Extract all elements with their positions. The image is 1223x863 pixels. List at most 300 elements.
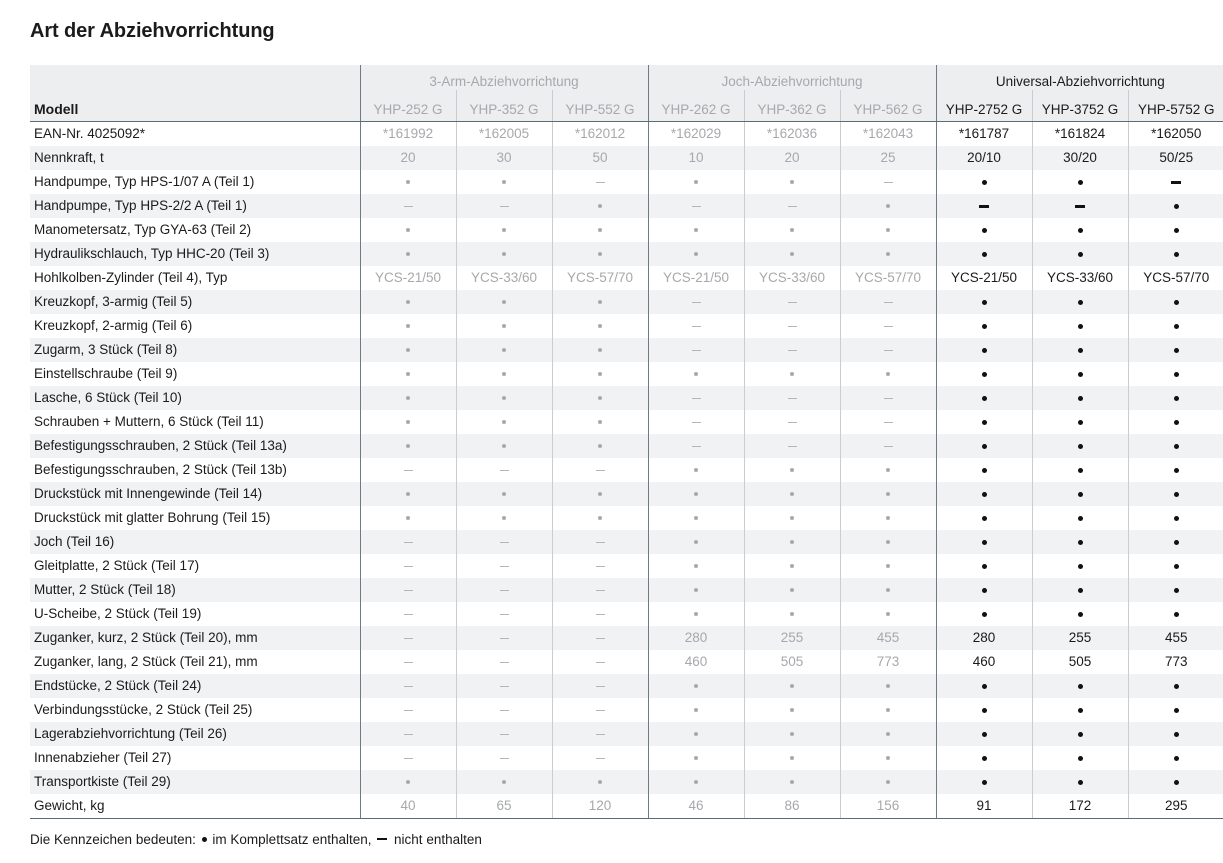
cell-included-dot-icon <box>552 338 648 362</box>
dot-icon <box>886 228 890 232</box>
cell-included-dot-icon <box>744 170 840 194</box>
cell-included-dot-icon <box>936 410 1032 434</box>
cell-included-dot-icon <box>936 602 1032 626</box>
dot-icon <box>502 780 506 784</box>
cell-included-dot-icon <box>456 290 552 314</box>
dot-icon <box>790 564 794 568</box>
cell-value: *162029 <box>648 122 744 147</box>
dot-icon <box>886 684 890 688</box>
dot-icon <box>1174 420 1179 425</box>
cell-value: YCS-21/50 <box>936 266 1032 290</box>
cell-included-dot-icon <box>360 386 456 410</box>
dot-icon <box>790 180 794 184</box>
dash-icon <box>884 422 893 424</box>
cell-included-dot-icon <box>552 410 648 434</box>
dash-icon <box>404 590 413 592</box>
cell-included-dot-icon <box>744 506 840 530</box>
group-header-spacer <box>30 65 360 90</box>
dot-icon <box>982 396 987 401</box>
row-label: Zugarm, 3 Stück (Teil 8) <box>30 338 360 362</box>
cell-excluded-dash-icon <box>552 458 648 482</box>
model-header-yhp-352g: YHP-352 G <box>456 90 552 122</box>
dot-icon <box>1174 708 1179 713</box>
dash-icon <box>596 590 605 592</box>
cell-included-dot-icon <box>936 530 1032 554</box>
cell-excluded-dash-icon <box>648 314 744 338</box>
dot-icon <box>1174 444 1179 449</box>
legend-dot-meaning: im Komplettsatz enthalten, <box>212 832 372 847</box>
dot-icon <box>598 780 602 784</box>
cell-included-dot-icon <box>936 290 1032 314</box>
cell-included-dot-icon <box>840 506 936 530</box>
table-row <box>30 290 1223 314</box>
legend-dash-meaning: nicht enthalten <box>394 832 482 847</box>
dot-icon <box>406 324 410 328</box>
cell-included-dot-icon <box>456 314 552 338</box>
cell-included-dot-icon <box>648 170 744 194</box>
dot-icon <box>1174 588 1179 593</box>
dot-icon <box>502 372 506 376</box>
dot-icon <box>598 228 602 232</box>
cell-included-dot-icon <box>1128 530 1223 554</box>
cell-included-dot-icon <box>840 530 936 554</box>
dash-icon <box>500 566 509 568</box>
dot-icon <box>694 468 698 472</box>
cell-excluded-dash-icon <box>552 554 648 578</box>
group-header-3arm: 3-Arm-Abziehvorrichtung <box>360 65 648 90</box>
cell-value: 86 <box>744 794 840 819</box>
dot-icon <box>502 396 506 400</box>
dash-icon <box>500 638 509 640</box>
dash-icon <box>692 398 701 400</box>
dot-icon <box>1078 708 1083 713</box>
cell-included-dot-icon <box>840 242 936 266</box>
dot-icon <box>598 444 602 448</box>
cell-excluded-dash-icon <box>360 530 456 554</box>
dot-icon <box>694 780 698 784</box>
dot-icon <box>406 372 410 376</box>
cell-excluded-dash-icon <box>648 434 744 458</box>
dash-icon <box>500 590 509 592</box>
cell-excluded-dash-icon <box>744 434 840 458</box>
dot-icon <box>694 252 698 256</box>
row-label: Transportkiste (Teil 29) <box>30 770 360 794</box>
cell-excluded-dash-icon <box>744 338 840 362</box>
cell-included-dot-icon <box>1032 506 1128 530</box>
dot-icon <box>598 300 602 304</box>
cell-excluded-dash-icon <box>552 170 648 194</box>
cell-included-dot-icon <box>840 602 936 626</box>
cell-excluded-dash-icon <box>840 434 936 458</box>
dot-icon <box>502 324 506 328</box>
dot-icon <box>982 228 987 233</box>
row-label: Endstücke, 2 Stück (Teil 24) <box>30 674 360 698</box>
cell-included-dot-icon <box>648 458 744 482</box>
cell-value: YCS-57/70 <box>552 266 648 290</box>
model-header-yhp-2752g: YHP-2752 G <box>936 90 1032 122</box>
dot-icon <box>694 540 698 544</box>
dot-icon <box>1078 324 1083 329</box>
cell-included-dot-icon <box>456 434 552 458</box>
dot-icon <box>1078 468 1083 473</box>
cell-excluded-dash-icon <box>840 290 936 314</box>
cell-value: *162012 <box>552 122 648 147</box>
dot-icon <box>502 444 506 448</box>
dot-icon <box>1174 252 1179 257</box>
cell-included-dot-icon <box>1128 554 1223 578</box>
dot-icon <box>1174 324 1179 329</box>
dash-icon <box>692 350 701 352</box>
dash-icon <box>788 326 797 328</box>
cell-excluded-dash-icon <box>456 578 552 602</box>
cell-included-dot-icon <box>1032 554 1128 578</box>
dot-icon <box>694 564 698 568</box>
cell-included-dot-icon <box>648 242 744 266</box>
cell-included-dot-icon <box>360 170 456 194</box>
dot-icon <box>1078 492 1083 497</box>
cell-value: 65 <box>456 794 552 819</box>
cell-value: 40 <box>360 794 456 819</box>
dash-icon <box>692 326 701 328</box>
dot-icon <box>1174 684 1179 689</box>
cell-value: 460 <box>648 650 744 674</box>
cell-included-dot-icon <box>1032 770 1128 794</box>
dot-icon <box>1174 516 1179 521</box>
cell-included-dot-icon <box>744 674 840 698</box>
dash-icon <box>404 662 413 664</box>
cell-included-dot-icon <box>456 242 552 266</box>
dot-icon <box>790 228 794 232</box>
dash-icon <box>596 758 605 760</box>
cell-included-dot-icon <box>552 194 648 218</box>
cell-included-dot-icon <box>840 578 936 602</box>
dot-icon <box>694 708 698 712</box>
model-header-yhp-262g: YHP-262 G <box>648 90 744 122</box>
dot-icon <box>790 252 794 256</box>
dot-icon <box>1078 228 1083 233</box>
dot-icon <box>982 780 987 785</box>
cell-included-dot-icon <box>1032 578 1128 602</box>
cell-excluded-dash-icon <box>552 650 648 674</box>
dash-icon <box>596 638 605 640</box>
cell-value: 30/20 <box>1032 146 1128 170</box>
cell-excluded-dash-icon <box>456 626 552 650</box>
cell-excluded-dash-icon <box>648 338 744 362</box>
dot-icon <box>982 516 987 521</box>
cell-excluded-dash-icon <box>840 338 936 362</box>
cell-excluded-dash-icon <box>840 386 936 410</box>
row-label: Befestigungsschrauben, 2 Stück (Teil 13b) <box>34 462 287 477</box>
row-label: Kreuzkopf, 2-armig (Teil 6) <box>34 318 193 333</box>
table-row <box>30 458 1223 482</box>
cell-included-dot-icon <box>1128 242 1223 266</box>
legend-lead: Die Kennzeichen bedeuten: <box>30 832 196 847</box>
cell-value: 50/25 <box>1128 146 1223 170</box>
cell-value: 255 <box>1032 626 1128 650</box>
dot-icon <box>790 468 794 472</box>
cell-excluded-dash-icon <box>552 698 648 722</box>
cell-excluded-dash-icon <box>360 626 456 650</box>
cell-included-dot-icon <box>1032 218 1128 242</box>
cell-included-dot-icon <box>360 338 456 362</box>
cell-included-dot-icon <box>744 554 840 578</box>
model-header-yhp-5752g: YHP-5752 G <box>1128 90 1223 122</box>
cell-included-dot-icon <box>936 434 1032 458</box>
table-row <box>30 194 1223 218</box>
dot-icon <box>790 756 794 760</box>
dot-icon <box>1174 228 1179 233</box>
row-label: Verbindungsstücke, 2 Stück (Teil 25) <box>34 702 253 717</box>
cell-included-dot-icon <box>936 458 1032 482</box>
cell-excluded-dash-icon <box>744 194 840 218</box>
dot-icon <box>1078 420 1083 425</box>
dot-icon <box>1078 684 1083 689</box>
dot-icon <box>1078 756 1083 761</box>
cell-included-dot-icon <box>1032 458 1128 482</box>
row-label: Druckstück mit Innengewinde (Teil 14) <box>30 482 360 506</box>
table-row <box>30 266 1223 290</box>
cell-included-dot-icon <box>840 218 936 242</box>
cell-value: 505 <box>1032 650 1128 674</box>
cell-included-dot-icon <box>1128 578 1223 602</box>
cell-included-dot-icon <box>1128 386 1223 410</box>
cell-excluded-dash-icon <box>552 674 648 698</box>
table-row <box>30 362 1223 386</box>
dash-icon <box>1171 181 1181 183</box>
cell-included-dot-icon <box>1128 674 1223 698</box>
row-label: Hohlkolben-Zylinder (Teil 4), Typ <box>34 270 228 285</box>
cell-included-dot-icon <box>1032 314 1128 338</box>
cell-included-dot-icon <box>1032 698 1128 722</box>
cell-included-dot-icon <box>1032 170 1128 194</box>
table-row <box>30 386 1223 410</box>
cell-excluded-dash-icon <box>648 194 744 218</box>
dash-icon <box>788 446 797 448</box>
dot-icon <box>694 516 698 520</box>
cell-included-dot-icon <box>1032 746 1128 770</box>
dot-icon <box>502 300 506 304</box>
cell-included-dot-icon <box>648 578 744 602</box>
cell-included-dot-icon <box>456 770 552 794</box>
row-label: Lasche, 6 Stück (Teil 10) <box>30 386 360 410</box>
cell-included-dot-icon <box>360 410 456 434</box>
dot-icon <box>406 420 410 424</box>
cell-included-dot-icon <box>648 506 744 530</box>
dot-icon <box>982 372 987 377</box>
dash-icon <box>884 326 893 328</box>
cell-excluded-dash-icon <box>1032 194 1128 218</box>
row-label: Hydraulikschlauch, Typ HHC-20 (Teil 3) <box>30 242 360 266</box>
cell-included-dot-icon <box>648 218 744 242</box>
cell-value: 20/10 <box>936 146 1032 170</box>
cell-value: 46 <box>648 794 744 819</box>
dot-icon <box>790 492 794 496</box>
cell-included-dot-icon <box>744 530 840 554</box>
dash-icon <box>500 734 509 736</box>
group-header-joch: Joch-Abziehvorrichtung <box>648 65 936 90</box>
cell-included-dot-icon <box>456 506 552 530</box>
dot-icon <box>502 252 506 256</box>
dot-icon <box>598 372 602 376</box>
cell-excluded-dash-icon <box>360 674 456 698</box>
cell-included-dot-icon <box>840 482 936 506</box>
cell-excluded-dash-icon <box>840 314 936 338</box>
dot-icon <box>982 324 987 329</box>
cell-value: *162050 <box>1128 122 1223 147</box>
table-row <box>30 626 1223 650</box>
dot-icon <box>1174 756 1179 761</box>
cell-included-dot-icon <box>744 482 840 506</box>
cell-included-dot-icon <box>648 530 744 554</box>
dash-icon <box>404 614 413 616</box>
row-label: Befestigungsschrauben, 2 Stück (Teil 13a) <box>30 434 360 458</box>
dot-icon <box>886 468 890 472</box>
dot-icon <box>886 612 890 616</box>
model-header-yhp-552g: YHP-552 G <box>552 90 648 122</box>
cell-included-dot-icon <box>1128 746 1223 770</box>
table-row <box>30 338 1223 362</box>
cell-included-dot-icon <box>1032 482 1128 506</box>
cell-value: 280 <box>936 626 1032 650</box>
cell-included-dot-icon <box>744 602 840 626</box>
model-header-yhp-3752g: YHP-3752 G <box>1032 90 1128 122</box>
dash-icon <box>596 662 605 664</box>
model-column-header: Modell <box>30 90 360 122</box>
cell-included-dot-icon <box>360 242 456 266</box>
cell-excluded-dash-icon <box>456 650 552 674</box>
cell-value: 505 <box>744 650 840 674</box>
model-header-yhp-362g: YHP-362 G <box>744 90 840 122</box>
cell-included-dot-icon <box>360 290 456 314</box>
dot-icon <box>982 468 987 473</box>
cell-included-dot-icon <box>456 338 552 362</box>
cell-value: 25 <box>840 146 936 170</box>
cell-included-dot-icon <box>936 674 1032 698</box>
cell-value: 295 <box>1128 794 1223 819</box>
dot-icon <box>694 588 698 592</box>
dot-icon <box>406 444 410 448</box>
cell-included-dot-icon <box>840 458 936 482</box>
dash-icon <box>692 446 701 448</box>
spec-table-container <box>30 65 1215 819</box>
dot-icon <box>790 372 794 376</box>
row-label: Gleitplatte, 2 Stück (Teil 17) <box>34 558 200 573</box>
dot-icon <box>886 492 890 496</box>
cell-included-dot-icon <box>360 482 456 506</box>
cell-included-dot-icon <box>1128 218 1223 242</box>
cell-value: 30 <box>456 146 552 170</box>
cell-included-dot-icon <box>744 242 840 266</box>
cell-included-dot-icon <box>552 386 648 410</box>
row-label: Schrauben + Muttern, 6 Stück (Teil 11) <box>34 414 264 429</box>
table-row <box>30 314 1223 338</box>
table-row <box>30 506 1223 530</box>
dot-icon <box>886 732 890 736</box>
dot-icon <box>1078 516 1083 521</box>
row-label: Druckstück mit glatter Bohrung (Teil 15) <box>34 510 271 525</box>
legend-dash-icon <box>377 838 387 840</box>
dash-icon <box>692 302 701 304</box>
cell-excluded-dash-icon <box>456 722 552 746</box>
dash-icon <box>788 206 797 208</box>
cell-included-dot-icon <box>840 362 936 386</box>
cell-included-dot-icon <box>648 482 744 506</box>
dot-icon <box>694 372 698 376</box>
row-label: Kreuzkopf, 3-armig (Teil 5) <box>30 290 360 314</box>
dot-icon <box>502 516 506 520</box>
dot-icon <box>1174 564 1179 569</box>
cell-excluded-dash-icon <box>360 698 456 722</box>
dot-icon <box>982 300 987 305</box>
dot-icon <box>982 612 987 617</box>
dot-icon <box>1174 204 1179 209</box>
cell-included-dot-icon <box>1032 602 1128 626</box>
dash-icon <box>404 206 413 208</box>
dot-icon <box>598 252 602 256</box>
cell-included-dot-icon <box>648 362 744 386</box>
cell-excluded-dash-icon <box>744 290 840 314</box>
cell-included-dot-icon <box>840 722 936 746</box>
dash-icon <box>1075 205 1085 207</box>
dash-icon <box>500 470 509 472</box>
cell-excluded-dash-icon <box>360 194 456 218</box>
cell-included-dot-icon <box>1032 242 1128 266</box>
cell-included-dot-icon <box>1128 722 1223 746</box>
dot-icon <box>886 708 890 712</box>
dash-icon <box>404 470 413 472</box>
dot-icon <box>982 492 987 497</box>
dot-icon <box>406 180 410 184</box>
dot-icon <box>1174 780 1179 785</box>
cell-value: YCS-33/60 <box>744 266 840 290</box>
dot-icon <box>1174 612 1179 617</box>
cell-included-dot-icon <box>1128 290 1223 314</box>
dot-icon <box>694 756 698 760</box>
cell-value: 50 <box>552 146 648 170</box>
cell-value: 91 <box>936 794 1032 819</box>
cell-included-dot-icon <box>936 338 1032 362</box>
dot-icon <box>886 540 890 544</box>
dot-icon <box>982 252 987 257</box>
table-body <box>30 122 1223 819</box>
cell-value: *161992 <box>360 122 456 147</box>
dot-icon <box>406 252 410 256</box>
cell-included-dot-icon <box>648 770 744 794</box>
table-row <box>30 218 1223 242</box>
table-row <box>30 746 1223 770</box>
dot-icon <box>502 420 506 424</box>
cell-included-dot-icon <box>840 698 936 722</box>
table-row <box>30 602 1223 626</box>
dot-icon <box>790 708 794 712</box>
cell-included-dot-icon <box>936 698 1032 722</box>
table-head <box>30 65 1223 122</box>
dash-icon <box>788 350 797 352</box>
cell-included-dot-icon <box>936 242 1032 266</box>
cell-included-dot-icon <box>1128 434 1223 458</box>
cell-value: *162005 <box>456 122 552 147</box>
dash-icon <box>884 398 893 400</box>
cell-included-dot-icon <box>936 554 1032 578</box>
cell-value: 773 <box>1128 650 1223 674</box>
cell-excluded-dash-icon <box>552 626 648 650</box>
dot-icon <box>790 732 794 736</box>
dot-icon <box>1078 564 1083 569</box>
row-label: Zuganker, lang, 2 Stück (Teil 21), mm <box>34 654 258 669</box>
dot-icon <box>1174 396 1179 401</box>
table-row <box>30 722 1223 746</box>
cell-included-dot-icon <box>552 242 648 266</box>
